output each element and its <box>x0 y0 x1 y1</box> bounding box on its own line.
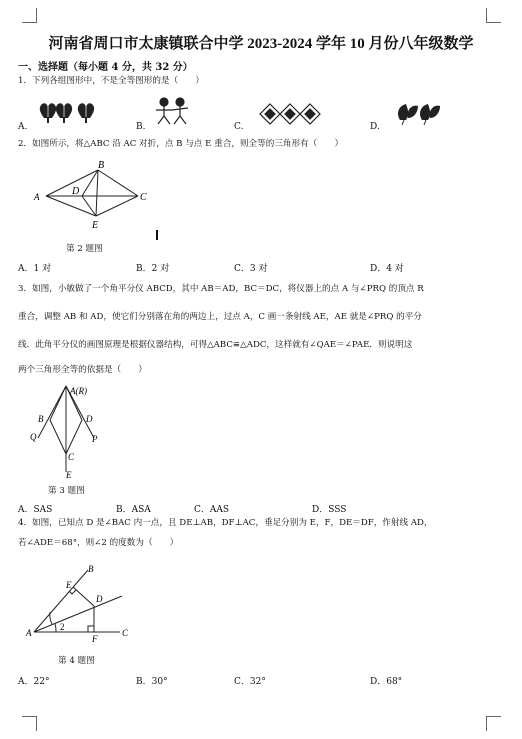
text-cursor <box>156 230 158 240</box>
q2-label-d: D <box>72 186 80 197</box>
q2-option-d: D．4 对 <box>370 264 404 274</box>
q3-line-4: 两个三角形全等的依据是（ ） <box>18 365 147 375</box>
q1-figure-d <box>394 100 446 126</box>
q3-line-1: 3．如图，小敏做了一个角平分仪 ABCD，其中 AB＝AD，BC＝DC，将仪器上的点 A 与∠PRQ 的顶点 R <box>18 284 424 294</box>
q4-label-d: D <box>96 594 103 604</box>
q4-option-b: B．30° <box>136 677 168 687</box>
q1-option-b: B. <box>136 122 146 132</box>
q2-label-e: E <box>92 220 99 231</box>
q4-line-1: 4．如图，已知点 D 是∠BAC 内一点，且 DE⊥AB，DF⊥AC，垂足分别为 E，F，DE＝DF，作射线 AD， <box>18 518 433 528</box>
q3-label-c: C <box>68 452 75 462</box>
q4-label-a: A <box>26 628 32 638</box>
crop-mark-top-left <box>22 8 37 23</box>
q3-option-a: A．SAS <box>18 505 53 515</box>
q1-figure-a <box>36 96 104 126</box>
q4-label-2: 2 <box>60 622 65 632</box>
q3-line-3: 线．此角平分仪的画图原理是根据仪器结构，可得△ABC≌△ADC，这样就有∠QAE＝∠PAE．则说明这 <box>18 340 413 350</box>
q4-option-d: D．68° <box>370 677 403 687</box>
q3-option-b: B．ASA <box>116 505 151 515</box>
crop-mark-bottom-left <box>22 716 37 731</box>
q3-label-e: E <box>66 470 72 480</box>
q4-option-c: C．32° <box>234 677 266 687</box>
q3-line-2: 重合，调整 AB 和 AD，使它们分别落在角的两边上，过点 A，C 画一条射线 AE，AE 就是∠PRQ 的平分 <box>18 312 422 322</box>
q3-label-d: D <box>86 414 93 424</box>
q1-figure-b <box>150 96 194 128</box>
q2-option-b: B．2 对 <box>136 264 170 274</box>
q4-label-b: B <box>88 564 94 574</box>
q1-option-c: C. <box>234 122 244 132</box>
q3-label-p: P <box>92 434 98 444</box>
q2-figure <box>18 152 158 242</box>
q2-label-c: C <box>140 192 147 203</box>
q3-label-ar: A(R) <box>70 386 87 396</box>
q2-caption: 第 2 题图 <box>66 244 103 254</box>
q3-option-c: C．AAS <box>194 505 230 515</box>
q4-line-2: 若∠ADE＝68°，则∠2 的度数为（ ） <box>18 538 179 548</box>
q1-stem: 1．下列各组图形中，不是全等图形的是（ ） <box>18 76 204 86</box>
q2-label-a: A <box>34 192 40 202</box>
q1-figure-c <box>258 102 322 126</box>
q4-label-c: C <box>122 628 129 638</box>
q3-label-q: Q <box>30 432 37 442</box>
q2-option-c: C．3 对 <box>234 264 268 274</box>
q3-label-b: B <box>38 414 44 424</box>
q3-figure <box>22 380 112 480</box>
q1-option-d: D. <box>370 122 380 132</box>
q3-caption: 第 3 题图 <box>48 486 85 496</box>
page-title: 河南省周口市太康镇联合中学 2023-2024 学年 10 月份八年级数学 <box>48 36 474 52</box>
crop-mark-bottom-right <box>486 716 501 731</box>
q4-figure <box>22 560 132 646</box>
q4-option-a: A．22° <box>18 677 50 687</box>
q2-stem: 2．如图所示，将△ABC 沿 AC 对折，点 B 与点 E 重合，则全等的三角形有（ ） <box>18 139 344 149</box>
q4-label-f: F <box>92 634 98 644</box>
crop-mark-top-right <box>486 8 501 23</box>
q3-option-d: D．SSS <box>312 505 347 515</box>
q4-caption: 第 4 题图 <box>58 656 95 666</box>
q2-label-b: B <box>98 160 105 171</box>
q2-option-a: A．1 对 <box>18 264 52 274</box>
q1-option-a: A. <box>18 122 28 132</box>
q4-label-e: E <box>66 580 72 590</box>
section-heading: 一、选择题（每小题 4 分，共 32 分） <box>18 62 193 73</box>
